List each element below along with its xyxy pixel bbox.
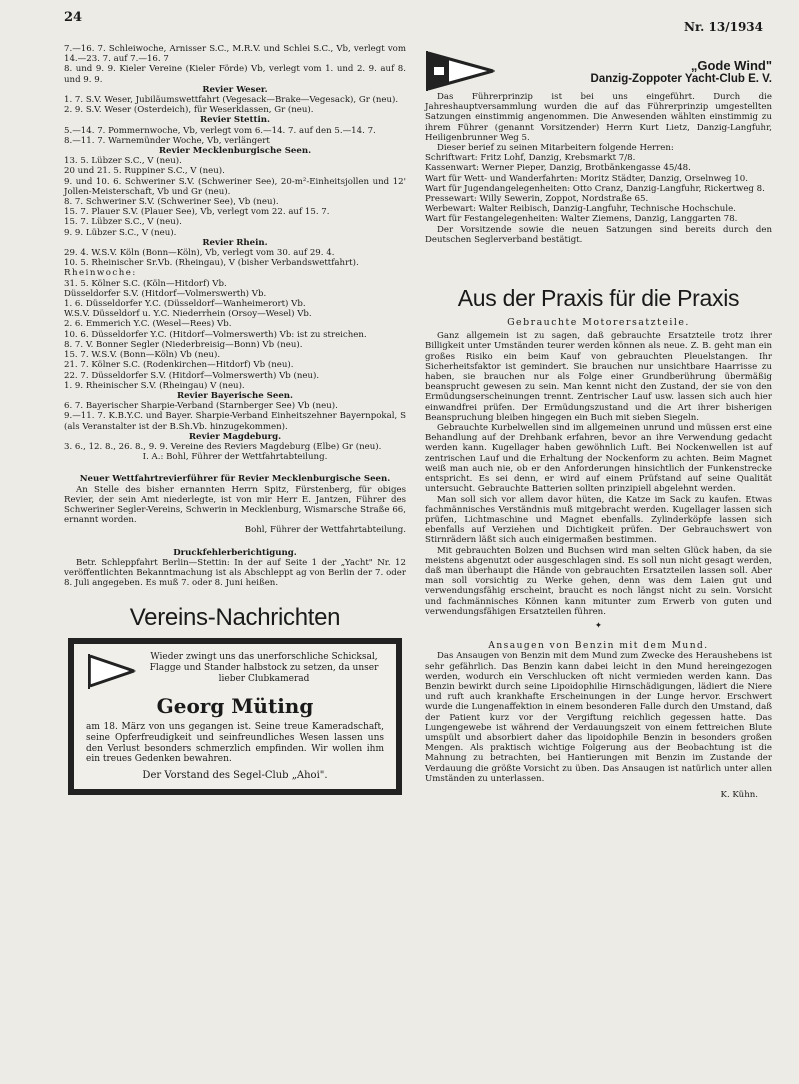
list-item: 9. 9. Lübzer S.C., V (neu). (64, 227, 177, 238)
article-paragraph: Ganz allgemein ist zu sagen, daß gebrauchte Ersatzteile trotz ihrer Billigkeit unter Umständen teurer werden können als neue. Z. B. geht man ein großes Risiko ein beim Kauf von gebrauchten Pleuelstangen. Ihr Sicherheitsfaktor ist gemindert. Sie brauchen nur unsichtbare Haarrisse zu haben, sie brauchen nur als Folge einer Grundberührung übermäßig beansprucht gewesen zu sein. Man kennt nicht den Zustand, der sie von den Ermüdungserscheinungen trennt. Zentrischer Lauf usw. lassen sich auch hier einwandfrei prüfen. Der Ermüdungszustand und die Art ihrer bisherigen Beanspruchung bleiben hingegen ein Buch mit sieben Siegeln. (425, 331, 772, 423)
list-item: Wart für Jugendangelegenheiten: Otto Cranz, Danzig-Langfuhr, Rickertweg 8. (425, 183, 765, 194)
meckl-title: Revier Mecklenburgische Seen. (158, 146, 312, 157)
obituary-name: Georg Müting (156, 694, 314, 719)
rhein-list (64, 248, 406, 268)
correction-title: Druckfehlerberichtigung. (173, 547, 297, 558)
weser-list (64, 95, 406, 115)
section-star: ✦ (594, 620, 603, 631)
list-item: Schriftwart: Fritz Lohf, Danzig, Krebsmarkt 7/8. (425, 153, 636, 164)
praxis-subtitle: Gebrauchte Motorersatzteile. (507, 317, 690, 329)
club-text-2: Dieser berief zu seinen Mitarbeitern folgende Herren: (437, 143, 674, 154)
club-burgee-icon (425, 50, 495, 92)
list-item: Kassenwart: Werner Pieper, Danzig, Brotbänkengasse 45/48. (425, 163, 691, 174)
list-item: 15. 7. W.S.V. (Bonn—Köln) Vb (neu). (64, 350, 221, 361)
list-item: 1. 6. Düsseldorfer Y.C. (Düsseldorf—Wanheimerort) Vb. (64, 299, 306, 310)
club-text-3: Der Vorsitzende sowie die neuen Satzungen sind bereits durch den Deutschen Seglerverband bestätigt. (425, 224, 772, 245)
stettin-list (64, 126, 406, 146)
list-item: Wart für Wett- und Wanderfahrten: Moritz Städter, Danzig, Orselnweg 10. (425, 173, 748, 184)
club-subtitle: Danzig-Zoppoter Yacht-Club E. V. (590, 72, 772, 85)
obituary-intro: Wieder zwingt uns das unerforschliche Schicksal, Flagge und Stander halbstock zu setzen, da unser lieber Clubkamerad (149, 652, 379, 684)
obituary-signature: Der Vorstand des Segel-Club „Ahoi". (142, 769, 328, 781)
new-leader-title: Neuer Wettfahrtrevierführer für Revier Mecklenburgische Seen. (79, 474, 391, 485)
list-item: Werbewart: Walter Reibisch, Danzig-Langfuhr, Technische Hochschule. (425, 204, 736, 215)
list-item: 8. 7. Schweriner S.V. (Schweriner See), Vb (neu). (64, 197, 279, 208)
list-item: 31. 5. Kölner S.C. (Köln—Hitdorf) Vb. (64, 278, 227, 289)
praxis-article (425, 331, 772, 617)
obituary-text: am 18. März von uns gegangen ist. Seine treue Kameradschaft, seine Opferfreudigkeit und seinfreundliches Wesen lassen uns den Verlust besonders schmerzlich empfinden. Wir wollen ihm ein treues Gedenken bewahren. (86, 722, 384, 765)
burgee-icon (86, 652, 136, 690)
left-column (64, 44, 406, 795)
bayern-title: Revier Bayerische Seen. (176, 390, 294, 401)
praxis-title: Aus der Praxis für die Praxis (457, 285, 740, 312)
signature-bohl-1: I. A.: Bohl, Führer der Wettfahrtabteilung. (142, 452, 328, 463)
list-item: 1. 9. Rheinischer S.V. (Rheingau) V (neu). (64, 380, 245, 391)
magdeburg-list (64, 442, 406, 452)
right-column (425, 50, 772, 800)
list-item: 2. 6. Emmerich Y.C. (Wesel—Rees) Vb. (64, 319, 232, 330)
list-item: 1. 7. S.V. Weser, Jubiläumswettfahrt (Vegesack—Brake—Vegesack), Gr (neu). (64, 95, 399, 106)
list-item: 8. und 9. 9. Kieler Vereine (Kieler Förde) Vb, verlegt vom 1. und 2. 9. auf 8. und 9. 9. (64, 64, 406, 85)
article-paragraph: Mit gebrauchten Bolzen und Buchsen wird man selten Glück haben, da sie meistens abgenutzt oder ausgeschlagen sind. Es soll nun nicht gesagt werden, daß man überhaupt die Hände von gebrauchten Ersatzteilen lassen soll. Aber man soll vorsichtig zu Werke gehen, denn was dem Laien gut und verwendungsfähig erscheint, braucht es noch längst nicht zu sein. Vorsicht und fachmännisches Können kann mitunter zum Erwerb von guten und verwendungsfähigen Ersatzteilen führen. (425, 545, 772, 617)
list-item: Düsseldorfer S.V. (Hitdorf—Volmerswerth) Vb. (64, 288, 267, 299)
list-item: 10. 5. Rheinischer Sr.Vb. (Rheingau), V (bisher Verbandswettfahrt). (64, 258, 359, 269)
list-item: 2. 9. S.V. Weser (Osterdeich), für Weserklassen, Gr (neu). (64, 105, 314, 116)
rheinwoche-list (64, 279, 406, 391)
list-item: 22. 7. Düsseldorfer S.V. (Hitdorf—Volmerswerth) Vb (neu). (64, 370, 320, 381)
issue-number: Nr. 13/1934 (683, 20, 763, 34)
page-number: 24 (64, 10, 83, 25)
list-item: 8.—11. 7. Warnemünder Woche, Vb, verlängert (64, 135, 270, 146)
meckl-list (64, 156, 406, 238)
obituary-box (68, 638, 402, 795)
list-item: 21. 7. Kölner S.C. (Rodenkirchen—Hitdorf) Vb (neu). (64, 360, 294, 371)
list-item: 6. 7. Bayerischer Sharpie-Verband (Starnberger See) Vb (neu). (64, 401, 338, 412)
club-officers-list (425, 153, 772, 224)
list-item: Pressewart: Willy Sewerin, Zoppot, Nordstraße 65. (425, 194, 649, 205)
article-paragraph: Gebrauchte Kurbelwellen sind im allgemeinen unrund und müssen erst eine Behandlung auf der Drehbank erfahren, bevor an ihre Verwendung gedacht werden kann. Kugellager haben gewöhnlich Luft. Bei Nockenwellen ist auf zentrischen Lauf und die Erhaltung der Nockenform zu achten. Beim Magnet weiß man auch nie, ob er den Anforderungen hinsichtlich der Funkenstrecke entspricht. Es sei denn, er wird auf einem Prüfstand auf seine Qualität untersucht. Gebrauchte Batterien sollten prinzipiell abgelehnt werden. (425, 423, 772, 495)
bayern-list (64, 401, 406, 432)
article-paragraph: Man soll sich vor allem davor hüten, die Katze im Sack zu kaufen. Etwas fachmännisches Verständnis muß mitgebracht werden. Kugellager lassen sich prüfen, Lichtmaschine und Magnet ebenfalls. Zylinderköpfe lassen sich ebenfalls auf Verziehen und Dichtigkeit prüfen. Der Gebrauchswert von Stirnrädern läßt sich auch einigermaßen bestimmen. (425, 494, 772, 546)
signature-bohl-2: Bohl, Führer der Wettfahrtabteilung. (244, 525, 406, 536)
list-item: 9. und 10. 6. Schweriner S.V. (Schweriner See), 20-m²-Einheitsjollen und 12' Jollen-Meisterschaft, Vb und Gr (neu). (64, 176, 406, 197)
magdeburg-title: Revier Magdeburg. (188, 431, 282, 442)
club-text: Das Führerprinzip ist bei uns eingeführt. Durch die Jahreshauptversammlung wurden die auf das Führerprinzip umgestellten Satzungen einstimmig angenommen. Die Anwesenden wählten einstimmig zu ihrem Führer (genannt Vorsitzender) Herrn Kurt Lietz, Danzig-Langfuhr, Heiligenbrunner Weg 5. (425, 92, 772, 143)
benzin-subtitle: Ansaugen von Benzin mit dem Mund. (488, 641, 709, 652)
author-signature: K. Kühn. (720, 789, 758, 800)
rhein-title: Revier Rhein. (202, 237, 268, 248)
list-item: 15. 7. Lübzer S.C., V (neu). (64, 217, 182, 228)
new-leader-text: An Stelle des bisher ernannten Herrn Spitz, Fürstenberg, für obiges Revier, der sein Amt niederlegte, ist von mir Herr E. Jantzen, Führer des Schweriner Segler-Vereins, Schwerin in Mecklenburg, Wismarsche Straße 66, ernannt worden. (64, 484, 406, 526)
list-item: 29. 4. W.S.V. Köln (Bonn—Köln), Vb, verlegt vom 30. auf 29. 4. (64, 248, 335, 259)
list-item: 8. 7. V. Bonner Segler (Niederbreisig—Bonn) Vb (neu). (64, 339, 303, 350)
benzin-text: Das Ansaugen von Benzin mit dem Mund zum Zwecke des Heraushebens ist sehr gefährlich. Das Benzin kann dabei leicht in den Mund hereingezogen werden, wodurch ein Verschlucken oft nicht vermieden werden kann. Das Benzin bewirkt durch seine Lipoidophilie Hirnschädigungen, lädiert die Niere und ruft auch krankhafte Erscheinungen in der Lunge hervor. Erschwert wurde die Lungenaffektion in einem besonderen Falle durch den Umstand, daß der Patient kurz vor der Vergiftung reichlich gegessen hatte. Das Lungengewebe ist während der Verdauungszeit von einem fettreichen Blute umspült und absorbiert daher das lipoidophile Benzin in besonders großen Mengen. Als praktisch wichtige Folgerung aus der Beobachtung ist die Mahnung zu betrachten, bei Hantierungen mit Benzin im Zustande der Verdauung die größte Vorsicht zu üben. Das Ansaugen ist natürlich unter allen Umständen zu unterlassen. (425, 651, 772, 784)
list-item: Wart für Festangelegenheiten: Walter Ziemens, Danzig, Langgarten 78. (425, 214, 738, 225)
list-item: 3. 6., 12. 8., 26. 8., 9. 9. Vereine des Reviers Magdeburg (Elbe) Gr (neu). (64, 441, 382, 452)
list-item: 5.—14. 7. Pommernwoche, Vb, verlegt vom 6.—14. 7. auf den 5.—14. 7. (64, 125, 376, 136)
list-item: W.S.V. Düsseldorf u. Y.C. Niederrhein (Orsoy—Wesel) Vb. (64, 309, 312, 320)
list-item: 9.—11. 7. K.B.Y.C. und Bayer. Sharpie-Verband Einheitszehner Bayernpokal, S (als Veranstalter ist der B.Sh.Vb. hinzugekommen). (64, 411, 406, 432)
section-title-vereins: Vereins-Nachrichten (129, 604, 341, 632)
list-item: 10. 6. Düsseldorfer Y.C. (Hitdorf—Volmerswerth) Vb: ist zu streichen. (64, 329, 367, 340)
stettin-title: Revier Stettin. (200, 115, 270, 126)
list-item: 13. 5. Lübzer S.C., V (neu). (64, 156, 182, 167)
club-name: „Gode Wind" (690, 57, 772, 73)
correction-text: Betr. Schleppfahrt Berlin—Stettin: In der auf Seite 1 der „Yacht" Nr. 12 veröffentlichten Bekanntmachung ist als Abschleppt ag von Berlin der 7. oder 8. Juli angegeben. Es muß 7. oder 8. Juni heißen. (64, 557, 406, 589)
regatta-list (64, 44, 406, 85)
list-item: 20 und 21. 5. Ruppiner S.C., V (neu). (64, 166, 225, 177)
list-item: 15. 7. Plauer S.V. (Plauer See), Vb, verlegt vom 22. auf 15. 7. (64, 207, 330, 218)
list-item: 7.—16. 7. Schleiwoche, Arnisser S.C., M.R.V. und Schlei S.C., Vb, verlegt vom 14.—23. 7. auf 7.—16. 7 (64, 44, 406, 65)
rheinwoche-label: Rheinwoche: (64, 268, 137, 279)
weser-title: Revier Weser. (202, 84, 268, 95)
